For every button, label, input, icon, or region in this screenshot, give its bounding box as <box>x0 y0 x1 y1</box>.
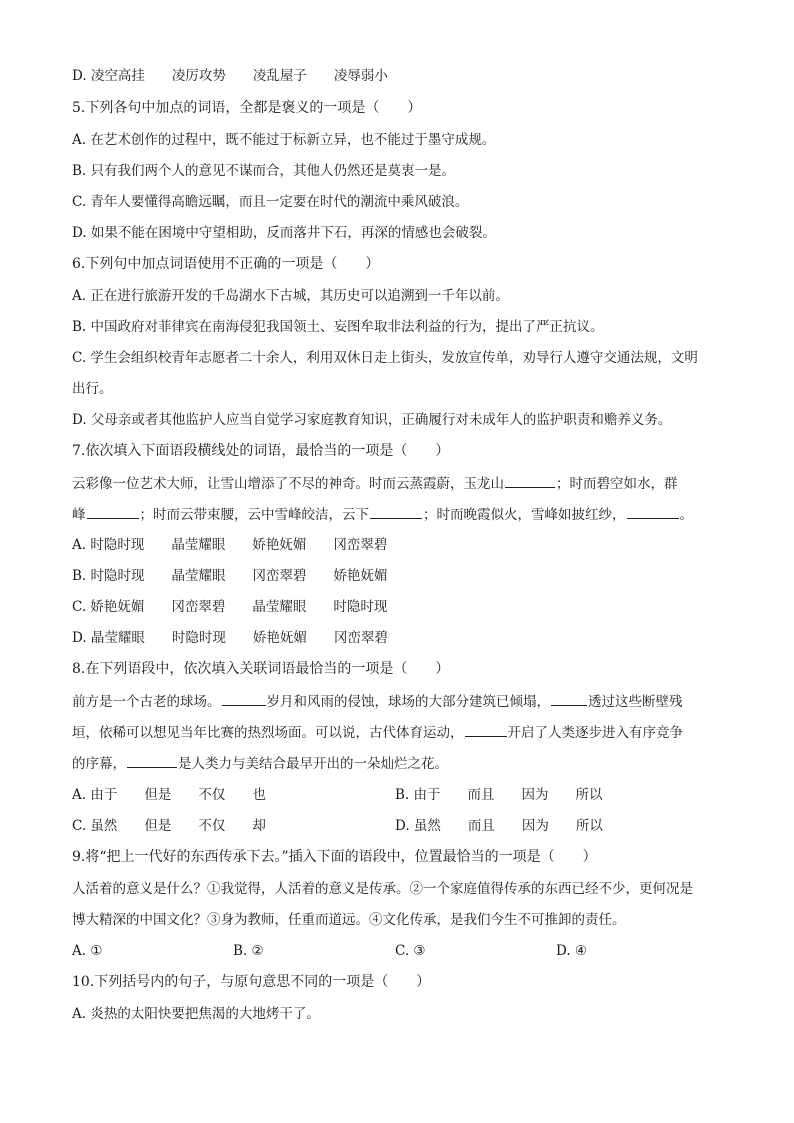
q7-option-b: B. 时隐时现 晶莹耀眼 冈峦翠碧 娇艳妩媚 <box>72 568 388 584</box>
q8-passage-line3 <box>72 755 448 772</box>
q5-option-d: D. 如果不能在困境中守望相助，反而落井下石，再深的情感也会破裂。 <box>72 225 496 241</box>
q7-passage-line1 <box>72 475 678 492</box>
q8-text: 开启了人类逐步进入有序竞争 <box>507 725 683 741</box>
question-7: 7.依次填入下面语段横线处的词语，最恰当的一项是（ ） <box>72 443 450 459</box>
q10-option-a: A. 炎热的太阳快要把焦渴的大地烤干了。 <box>72 1006 320 1022</box>
q7-passage-line2 <box>72 506 693 523</box>
q5-option-a: A. 在艺术创作的过程中，既不能过于标新立异，也不能过于墨守成规。 <box>72 132 496 148</box>
fill-blank <box>627 506 679 519</box>
q6-option-c-line2: 出行。 <box>72 381 113 397</box>
question-5: 5.下列各句中加点的词语，全都是褒义的一项是（ ） <box>72 100 422 116</box>
q8-option-c: C. 虽然 但是 不仅 却 <box>72 818 266 834</box>
question-9: 9.将“把上一代好的东西传承下去。”插入下面的语段中，位置最恰当的一项是（ ） <box>72 849 597 865</box>
q6-option-d: D. 父母亲或者其他监护人应当自觉学习家庭教育知识，正确履行对未成年人的监护职责和赡养义务。 <box>72 412 672 428</box>
q8-option-a: A. 由于 但是 不仅 也 <box>72 787 266 803</box>
q8-text: 的序幕， <box>72 756 126 772</box>
q9-passage-line1: 人活着的意义是什么？①我觉得，人活着的意义是传承。②一个家庭值得传承的东西已经不少，更何况是 <box>72 881 693 897</box>
q8-text: 透过这些断壁残 <box>588 694 683 710</box>
fill-blank <box>465 724 507 737</box>
q8-passage-line2 <box>72 724 683 741</box>
q8-option-d: D. 虽然 而且 因为 所以 <box>395 818 603 834</box>
fill-blank <box>222 693 266 706</box>
q9-option-d: D. ④ <box>556 943 588 959</box>
q8-text: 垣，依稀可以想见当年比赛的热烈场面。可以说，古代体育运动， <box>72 725 464 741</box>
q5-option-b: B. 只有我们两个人的意见不谋而合，其他人仍然还是莫衷一是。 <box>72 163 456 179</box>
q7-option-a: A. 时隐时现 晶莹耀眼 娇艳妩媚 冈峦翠碧 <box>72 537 388 553</box>
fill-blank <box>87 506 139 519</box>
fill-blank <box>505 475 555 488</box>
q5-option-c: C. 青年人要懂得高瞻远瞩，而且一定要在时代的潮流中乘风破浪。 <box>72 194 469 210</box>
q9-option-c: C. ③ <box>395 943 426 959</box>
q7-text: ；时而碧空如水，群 <box>556 476 678 492</box>
q8-passage-line1 <box>72 693 683 710</box>
question-8: 8.在下列语段中，依次填入关联词语最恰当的一项是（ ） <box>72 661 450 677</box>
q7-option-c: C. 娇艳妩媚 冈峦翠碧 晶莹耀眼 时隐时现 <box>72 599 388 615</box>
q9-option-a: A. ① <box>72 943 103 959</box>
q9-option-b: B. ② <box>233 943 264 959</box>
q7-text: ；时而晚霞似火，雪峰如披红纱， <box>423 507 626 523</box>
q6-option-c-line1: C. 学生会组织校青年志愿者二十余人，利用双休日走上街头，发放宣传单，劝导行人遵守交通法规，文明 <box>72 350 698 366</box>
fill-blank <box>127 755 177 768</box>
q7-option-d: D. 晶莹耀眼 时隐时现 娇艳妩媚 冈峦翠碧 <box>72 630 388 646</box>
q8-text: 岁月和风雨的侵蚀，球场的大部分建筑已倾塌， <box>266 694 550 710</box>
q7-text: 。 <box>679 507 693 523</box>
q7-text: 峰 <box>72 507 86 523</box>
q6-option-a: A. 正在进行旅游开发的千岛湖水下古城，其历史可以追溯到一千年以前。 <box>72 288 509 304</box>
q4-option-d: D. 凌空高挂 凌厉攻势 凌乱屋子 凌辱弱小 <box>72 68 388 84</box>
fill-blank <box>370 506 422 519</box>
q9-passage-line2: 博大精深的中国文化？③身为教师，任重而道远。④文化传承，是我们今生不可推卸的责任。 <box>72 912 626 928</box>
q7-text: 云彩像一位艺术大师，让雪山增添了不尽的神奇。时而云蒸霞蔚，玉龙山 <box>72 476 504 492</box>
q8-text: 是人类力与美结合最早开出的一朵灿烂之花。 <box>178 756 448 772</box>
fill-blank <box>551 693 587 706</box>
q8-option-b: B. 由于 而且 因为 所以 <box>395 787 603 803</box>
question-10: 10.下列括号内的句子，与原句意思不同的一项是（ ） <box>72 974 431 990</box>
q8-text: 前方是一个古老的球场。 <box>72 694 221 710</box>
q7-text: ；时而云带束腰，云中雪峰皎洁，云下 <box>139 507 369 523</box>
question-6: 6.下列句中加点词语使用不正确的一项是（ ） <box>72 256 380 272</box>
q6-option-b: B. 中国政府对菲律宾在南海侵犯我国领土、妄图牟取非法利益的行为，提出了严正抗议。 <box>72 319 604 335</box>
